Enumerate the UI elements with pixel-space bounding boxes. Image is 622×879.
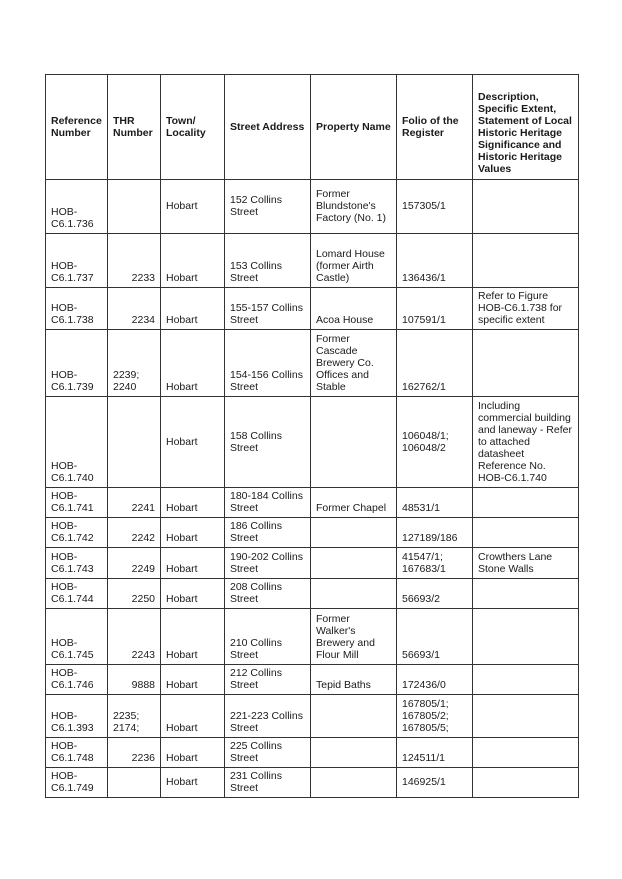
- table-row: [46, 180, 579, 234]
- cell-thr: 2233: [108, 234, 161, 288]
- cell-street: 153 Collins Street: [225, 234, 311, 288]
- cell-street: 158 Collins Street: [225, 397, 311, 488]
- table-row: [46, 518, 579, 548]
- header-folio: Folio of the Register: [397, 75, 473, 180]
- cell-description: [473, 518, 579, 548]
- cell-reference: HOB-C6.1.739: [46, 330, 108, 397]
- table-row: [46, 330, 579, 397]
- cell-folio: 48531/1: [397, 488, 473, 518]
- cell-folio: 107591/1: [397, 288, 473, 330]
- cell-street: 225 Collins Street: [225, 738, 311, 768]
- table-row: [46, 738, 579, 768]
- header-row: [46, 75, 579, 180]
- cell-property: Former Blundstone's Factory (No. 1): [311, 180, 397, 234]
- cell-description: [473, 180, 579, 234]
- table-row: [46, 397, 579, 488]
- cell-description: [473, 488, 579, 518]
- cell-folio: 41547/1; 167683/1: [397, 548, 473, 579]
- cell-reference: HOB-C6.1.740: [46, 397, 108, 488]
- cell-town: Hobart: [161, 180, 225, 234]
- cell-property: [311, 768, 397, 798]
- cell-description: Including commercial building and laneway - Refer to attached datasheet Reference No. HOB-C6.1.740: [473, 397, 579, 488]
- cell-folio: 167805/1; 167805/2; 167805/5;: [397, 695, 473, 738]
- cell-street: 155-157 Collins Street: [225, 288, 311, 330]
- cell-thr: [108, 768, 161, 798]
- header-reference-number: Reference Number: [46, 75, 108, 180]
- header-description: Description, Specific Extent, Statement of Local Historic Heritage Significance and Historic Heritage Values: [473, 75, 579, 180]
- cell-thr: 2249: [108, 548, 161, 579]
- cell-reference: HOB-C6.1.738: [46, 288, 108, 330]
- cell-folio: 162762/1: [397, 330, 473, 397]
- cell-property: [311, 579, 397, 609]
- heritage-register-table: [45, 74, 579, 798]
- cell-description: [473, 609, 579, 665]
- table-row: [46, 234, 579, 288]
- cell-property: Former Cascade Brewery Co. Offices and Stable: [311, 330, 397, 397]
- cell-town: Hobart: [161, 738, 225, 768]
- cell-property: Acoa House: [311, 288, 397, 330]
- cell-street: 208 Collins Street: [225, 579, 311, 609]
- cell-property: Former Walker's Brewery and Flour Mill: [311, 609, 397, 665]
- cell-reference: HOB-C6.1.744: [46, 579, 108, 609]
- table-row: [46, 548, 579, 579]
- cell-reference: HOB-C6.1.746: [46, 665, 108, 695]
- header-thr-number: THR Number: [108, 75, 161, 180]
- cell-reference: HOB-C6.1.745: [46, 609, 108, 665]
- cell-property: [311, 695, 397, 738]
- cell-town: Hobart: [161, 695, 225, 738]
- cell-folio: 146925/1: [397, 768, 473, 798]
- cell-street: 180-184 Collins Street: [225, 488, 311, 518]
- cell-street: 186 Collins Street: [225, 518, 311, 548]
- table-row: [46, 488, 579, 518]
- cell-folio: 124511/1: [397, 738, 473, 768]
- cell-street: 190-202 Collins Street: [225, 548, 311, 579]
- cell-description: Crowthers Lane Stone Walls: [473, 548, 579, 579]
- cell-town: Hobart: [161, 397, 225, 488]
- cell-thr: [108, 180, 161, 234]
- cell-thr: 2234: [108, 288, 161, 330]
- cell-description: [473, 768, 579, 798]
- cell-thr: 2250: [108, 579, 161, 609]
- cell-street: 221-223 Collins Street: [225, 695, 311, 738]
- cell-thr: 2243: [108, 609, 161, 665]
- cell-thr: 2236: [108, 738, 161, 768]
- cell-reference: HOB-C6.1.743: [46, 548, 108, 579]
- cell-town: Hobart: [161, 330, 225, 397]
- cell-thr: 9888: [108, 665, 161, 695]
- cell-thr: 2239; 2240: [108, 330, 161, 397]
- cell-street: 231 Collins Street: [225, 768, 311, 798]
- header-street-address: Street Address: [225, 75, 311, 180]
- cell-reference: HOB-C6.1.736: [46, 180, 108, 234]
- cell-reference: HOB-C6.1.749: [46, 768, 108, 798]
- cell-thr: 2242: [108, 518, 161, 548]
- cell-reference: HOB-C6.1.742: [46, 518, 108, 548]
- table-row: [46, 288, 579, 330]
- cell-reference: HOB-C6.1.737: [46, 234, 108, 288]
- cell-folio: 127189/186: [397, 518, 473, 548]
- cell-folio: 56693/1: [397, 609, 473, 665]
- cell-thr: [108, 397, 161, 488]
- cell-town: Hobart: [161, 288, 225, 330]
- cell-town: Hobart: [161, 548, 225, 579]
- cell-street: 152 Collins Street: [225, 180, 311, 234]
- table-row: [46, 665, 579, 695]
- cell-thr: 2241: [108, 488, 161, 518]
- cell-property: Former Chapel: [311, 488, 397, 518]
- cell-description: [473, 738, 579, 768]
- cell-property: [311, 397, 397, 488]
- cell-property: [311, 518, 397, 548]
- cell-town: Hobart: [161, 609, 225, 665]
- header-town-locality: Town/ Locality: [161, 75, 225, 180]
- cell-description: [473, 579, 579, 609]
- table-row: [46, 609, 579, 665]
- cell-street: 210 Collins Street: [225, 609, 311, 665]
- cell-folio: 56693/2: [397, 579, 473, 609]
- cell-town: Hobart: [161, 768, 225, 798]
- cell-town: Hobart: [161, 234, 225, 288]
- cell-reference: HOB-C6.1.741: [46, 488, 108, 518]
- cell-street: 154-156 Collins Street: [225, 330, 311, 397]
- cell-town: Hobart: [161, 488, 225, 518]
- cell-folio: 172436/0: [397, 665, 473, 695]
- cell-folio: 157305/1: [397, 180, 473, 234]
- header-property-name: Property Name: [311, 75, 397, 180]
- cell-property: [311, 548, 397, 579]
- cell-thr: 2235; 2174;: [108, 695, 161, 738]
- cell-town: Hobart: [161, 579, 225, 609]
- table-row: [46, 579, 579, 609]
- cell-folio: 106048/1; 106048/2: [397, 397, 473, 488]
- cell-town: Hobart: [161, 518, 225, 548]
- cell-description: [473, 330, 579, 397]
- cell-property: Lomard House (former Airth Castle): [311, 234, 397, 288]
- cell-description: [473, 695, 579, 738]
- table-row: [46, 695, 579, 738]
- cell-property: Tepid Baths: [311, 665, 397, 695]
- cell-town: Hobart: [161, 665, 225, 695]
- cell-street: 212 Collins Street: [225, 665, 311, 695]
- cell-folio: 136436/1: [397, 234, 473, 288]
- cell-reference: HOB-C6.1.748: [46, 738, 108, 768]
- cell-property: [311, 738, 397, 768]
- cell-description: Refer to Figure HOB-C6.1.738 for specific extent: [473, 288, 579, 330]
- cell-description: [473, 234, 579, 288]
- table-row: [46, 768, 579, 798]
- cell-reference: HOB-C6.1.393: [46, 695, 108, 738]
- cell-description: [473, 665, 579, 695]
